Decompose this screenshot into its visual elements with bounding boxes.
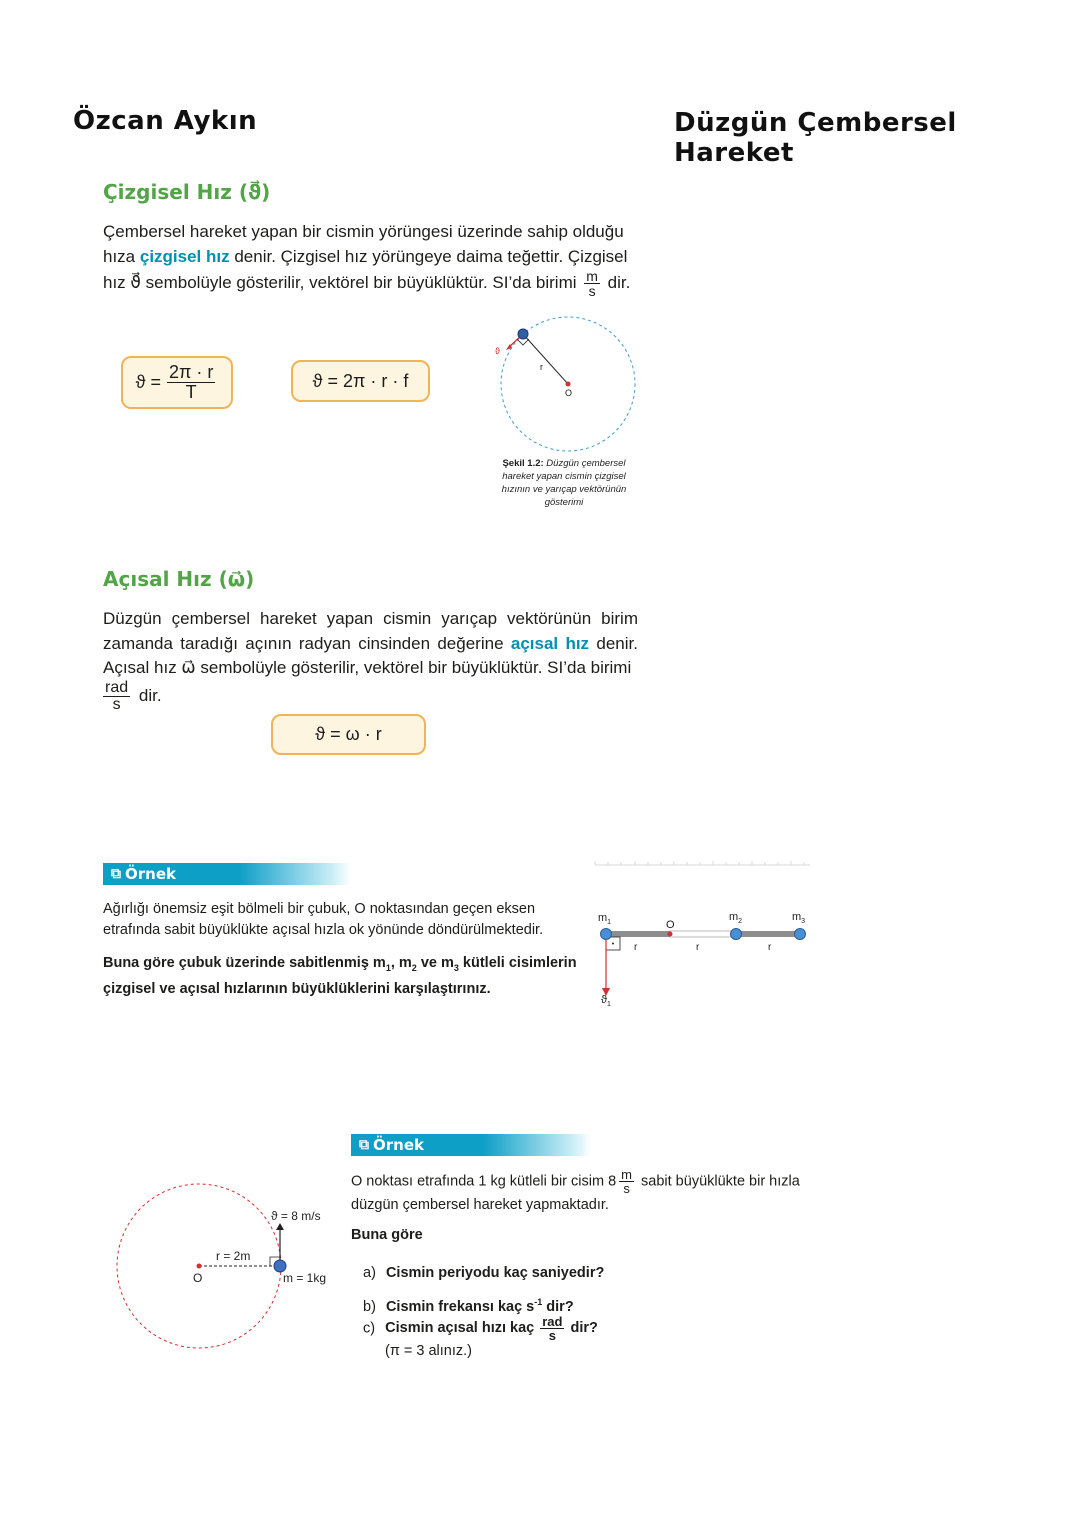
example2-question-c: c) Cismin açısal hızı kaç $\frac{\text{rad}}{s}$ dir? bbox=[363, 1314, 598, 1343]
center-label: O bbox=[565, 388, 573, 398]
example1-question: Buna göre çubuk üzerinde sabitlenmiş $m_1$, $m_2$ ve $m_3$ kütleli cisimlerin çizgisel ve açısal hızlarının büyüklüklerini karşılaştırınız. bbox=[103, 955, 577, 997]
label-m3: $m_3$ bbox=[792, 911, 806, 925]
linear-velocity-title: Çizgisel Hız (ϑ⃗) bbox=[103, 180, 271, 204]
label-m2: $m_2$ bbox=[729, 911, 743, 925]
unit-fraction: $\frac{m}{s}$ bbox=[586, 268, 598, 299]
right-angle-mark bbox=[517, 339, 529, 345]
velocity-symbol: ϑ⃗ bbox=[130, 272, 141, 292]
mass-m2 bbox=[731, 929, 742, 940]
velocity-label: ϑ bbox=[495, 346, 500, 356]
example2-question-b: b) Cismin frekansı kaç $s^{-1}$ dir? bbox=[363, 1297, 574, 1315]
example2-prompt: Buna göre bbox=[351, 1227, 423, 1243]
rod-middle-segment bbox=[670, 931, 736, 937]
example1-badge: ⧉ Örnek bbox=[103, 863, 351, 885]
ruler-ticks bbox=[595, 861, 804, 865]
center-point bbox=[197, 1264, 202, 1269]
example1-text: Ağırlığı önemsiz eşit bölmeli bir çubuk, O noktasından geçen eksen etrafında sabit büyüklükte açısal hızla ok yönünde döndürülmektedir. bbox=[103, 901, 544, 938]
center-point bbox=[566, 382, 571, 387]
example2-note: (π = 3 alınız.) bbox=[385, 1343, 472, 1359]
angular-unit-line: $\frac{\text{rad}}{s}$ dir. bbox=[105, 679, 162, 713]
label-r1: r bbox=[634, 942, 638, 953]
label-m1: $m_1$ bbox=[598, 912, 612, 926]
velocity-arrowhead bbox=[276, 1223, 284, 1230]
rod-figure bbox=[592, 855, 817, 1015]
topic-title: Düzgün Çembersel Hareket bbox=[674, 108, 957, 168]
pivot-o bbox=[668, 932, 673, 937]
author-name: Özcan Aykın bbox=[73, 106, 258, 136]
label-r2: r bbox=[696, 942, 700, 953]
mass-m1 bbox=[601, 929, 612, 940]
label-v1: $ϑ_1$ bbox=[601, 994, 611, 1008]
label-r3: r bbox=[768, 942, 772, 953]
formula-period: ϑ = $\frac{2\pi \cdot r}{T}$ bbox=[121, 356, 233, 409]
formula-frequency: ϑ = 2π · r · f bbox=[291, 360, 430, 402]
external-link-icon: ⧉ bbox=[359, 1137, 369, 1153]
mass-label: m = 1kg bbox=[283, 1271, 327, 1285]
radius-line bbox=[523, 334, 568, 384]
angular-velocity-paragraph: Düzgün çembersel hareket yapan cismin yarıçap vektörünün birim zamanda taradığı açının radyan cinsinden değerine açısal hız denir. Açısal hız ω⃗ sembolüyle gösterilir, vektörel bir büyüklüktür. SI’da birimi bbox=[103, 609, 638, 677]
figure-caption: Şekil 1.2: Düzgün çembersel hareket yapan cismin çizgisel hızının ve yarıçap vektörünün gösterimi bbox=[501, 458, 627, 508]
formula-angular: ϑ = ω · r bbox=[271, 714, 426, 755]
omega-symbol: ω⃗ bbox=[181, 658, 196, 677]
example2-question-a: a) Cismin periyodu kaç saniyedir? bbox=[363, 1265, 605, 1281]
example2-badge: ⧉ Örnek bbox=[351, 1134, 591, 1156]
example2-figure bbox=[110, 1180, 350, 1360]
example2-text: O noktası etrafında 1 kg kütleli bir cisim 8 $\frac{m}{s}$ sabit büyüklükte bir hızla düzgün çembersel hareket yapmaktadır. bbox=[351, 1167, 800, 1213]
center-label: O bbox=[193, 1271, 203, 1285]
label-o: O bbox=[666, 919, 675, 931]
highlight-angular-velocity: açısal hız bbox=[510, 633, 590, 653]
angular-velocity-title: Açısal Hız (ω⃗) bbox=[103, 567, 255, 591]
circular-motion-figure bbox=[480, 305, 650, 455]
external-link-icon: ⧉ bbox=[111, 866, 121, 882]
highlight-linear-velocity: çizgisel hız bbox=[139, 246, 230, 266]
radius-label: r = 2m bbox=[216, 1249, 251, 1263]
moving-object bbox=[518, 329, 528, 339]
velocity-label: ϑ = 8 m/s bbox=[271, 1209, 321, 1223]
linear-velocity-paragraph: Çembersel hareket yapan bir cismin yörüngesi üzerinde sahip olduğu hıza çizgisel hız denir. Çizgisel hız yörüngeye daima teğettir. Çizgisel hız ϑ⃗ sembolüyle gösterilir, vektörel bir büyüklüktür. SI’da birimi $\frac{m}{s}$ dir. bbox=[103, 222, 631, 299]
mass-m3 bbox=[795, 929, 806, 940]
radius-label: r bbox=[540, 362, 543, 372]
